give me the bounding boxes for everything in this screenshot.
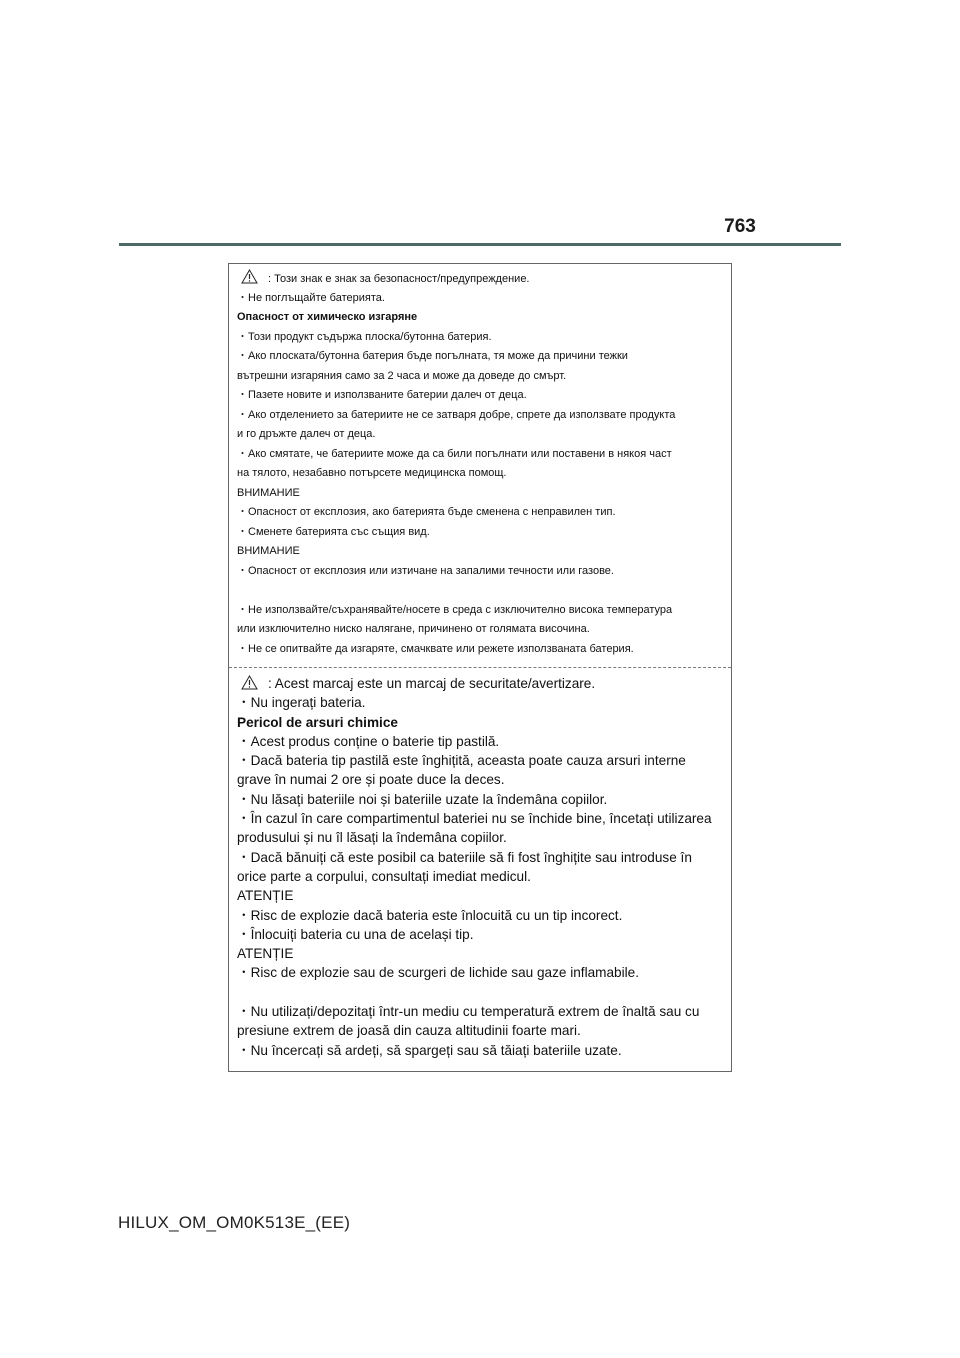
line-text: ・Dacă bateria tip pastilă este înghițită, aceasta poate cauza arsuri interne <box>237 753 686 769</box>
line-text: вътрешни изгаряния само за 2 часа и може да доведе до смърт. <box>237 369 567 382</box>
line-text: ・Dacă bănuiți că este posibil ca bateriile să fi fost înghițite sau introduse în <box>237 849 692 865</box>
document-code: HILUX_OM_OM0K513E_(EE) <box>118 1213 351 1232</box>
warning-line <box>237 620 725 640</box>
line-text: ・Risc de explozie sau de scurgeri de lichide sau gaze inflamabile. <box>237 965 639 981</box>
warning-line <box>237 445 725 465</box>
section-divider <box>229 667 731 668</box>
warning-line <box>237 269 725 289</box>
line-text: и го дръжте далеч от деца. <box>237 428 376 440</box>
warning-line <box>237 542 725 562</box>
header-rule <box>119 243 841 246</box>
line-text: ・Опасност от експлозия или изтичане на запалими течности или газове. <box>237 564 614 577</box>
warning-line <box>237 484 725 504</box>
warning-line <box>237 425 725 445</box>
warning-line <box>237 406 725 426</box>
line-text: ・Не се опитвайте да изгаряте, смачквате или режете използваната батерия. <box>237 642 634 655</box>
warning-line <box>237 523 725 543</box>
warning-lines-bulgarian <box>237 269 725 659</box>
warning-line <box>237 963 725 982</box>
warning-line <box>237 601 725 621</box>
line-text: : Acest marcaj este un marcaj de securitate/avertizare. <box>268 676 596 691</box>
warning-triangle-icon <box>241 269 258 284</box>
warning-line <box>237 886 725 905</box>
line-text: ・Nu încercați să ardeți, să spargeți sau să tăiați bateriile uzate. <box>237 1042 622 1058</box>
warning-section-bulgarian <box>229 264 731 666</box>
line-text: Pericol de arsuri chimice <box>237 714 398 730</box>
line-text: ・În cazul în care compartimentul bateriei nu se închide bine, încetați utilizarea <box>237 811 712 827</box>
line-text: ・Този продукт съдържа плоска/бутонна батерия. <box>237 330 492 343</box>
line-text: на тялото, незабавно потърсете медицинска помощ. <box>237 467 507 479</box>
line-text: ATENȚIE <box>237 946 294 962</box>
line-text: orice parte a corpului, consultați imediat medicul. <box>237 868 531 884</box>
line-text: ВНИМАНИЕ <box>237 486 300 499</box>
warning-line <box>237 386 725 406</box>
line-text: ATENȚIE <box>237 888 294 904</box>
warning-heading <box>237 713 725 732</box>
warning-line <box>237 732 725 751</box>
warning-line <box>237 289 725 309</box>
warning-line <box>237 503 725 523</box>
line-text: : Този знак е знак за безопасност/предупреждение. <box>268 273 530 285</box>
line-text: Опасност от химическо изгаряне <box>237 311 418 323</box>
line-text: ・Ако смятате, че батериите може да са били погълнати или поставени в някоя част <box>237 447 672 460</box>
line-text: ・Не поглъщайте батерията. <box>237 291 385 304</box>
warning-line <box>237 809 725 828</box>
warning-line <box>237 906 725 925</box>
warning-triangle-icon <box>241 675 258 690</box>
warning-heading <box>237 308 725 328</box>
line-text: produsului și nu îl lăsați la îndemâna copiilor. <box>237 830 507 846</box>
warning-line <box>237 693 725 712</box>
warning-line <box>237 770 725 789</box>
warning-line <box>237 674 725 693</box>
warning-line <box>237 1021 725 1040</box>
blank-line <box>237 983 725 1002</box>
warning-line <box>237 828 725 847</box>
blank-line <box>237 581 725 601</box>
line-text: ・Nu lăsați bateriile noi și bateriile uzate la îndemâna copiilor. <box>237 791 608 807</box>
line-text: ・Înlocuiți bateria cu una de același tip. <box>237 926 474 942</box>
warning-line <box>237 562 725 582</box>
battery-warning-box <box>228 263 732 1072</box>
line-text: grave în numai 2 ore și poate duce la deces. <box>237 772 505 788</box>
warning-line <box>237 328 725 348</box>
warning-line <box>237 347 725 367</box>
warning-line <box>237 464 725 484</box>
warning-lines-romanian <box>237 674 725 1060</box>
warning-line <box>237 1002 725 1021</box>
line-text: ・Не използвайте/съхранявайте/носете в среда с изключително висока температура <box>237 603 673 616</box>
warning-line <box>237 848 725 867</box>
warning-line <box>237 1041 725 1060</box>
page-number: 763 <box>724 216 756 237</box>
line-text: ・Nu utilizați/depozitați într-un mediu cu temperatură extrem de înaltă sau cu <box>237 1004 700 1020</box>
line-text: ・Ако отделението за батериите не се затваря добре, спрете да използвате продукта <box>237 408 676 421</box>
warning-section-romanian <box>229 669 731 1071</box>
line-text: ・Nu ingerați bateria. <box>237 695 366 711</box>
warning-line <box>237 867 725 886</box>
warning-line <box>237 367 725 387</box>
warning-line <box>237 640 725 660</box>
warning-line <box>237 751 725 770</box>
line-text: ВНИМАНИЕ <box>237 545 300 557</box>
warning-line <box>237 790 725 809</box>
line-text: ・Ако плоската/бутонна батерия бъде погълната, тя може да причини тежки <box>237 350 628 362</box>
line-text: ・Risc de explozie dacă bateria este înlocuită cu un tip incorect. <box>237 907 623 923</box>
line-text: ・Пазете новите и използваните батерии далеч от деца. <box>237 389 527 401</box>
line-text: ・Сменете батерията със същия вид. <box>237 525 430 538</box>
line-text: presiune extrem de joasă din cauza altitudinii foarte mari. <box>237 1023 581 1039</box>
warning-line <box>237 944 725 963</box>
line-text: ・Опасност от експлозия, ако батерията бъде сменена с неправилен тип. <box>237 506 616 518</box>
warning-line <box>237 925 725 944</box>
line-text: ・Acest produs conține o baterie tip pastilă. <box>237 733 500 749</box>
line-text: или изключително ниско налягане, причинено от голямата височина. <box>237 623 590 635</box>
